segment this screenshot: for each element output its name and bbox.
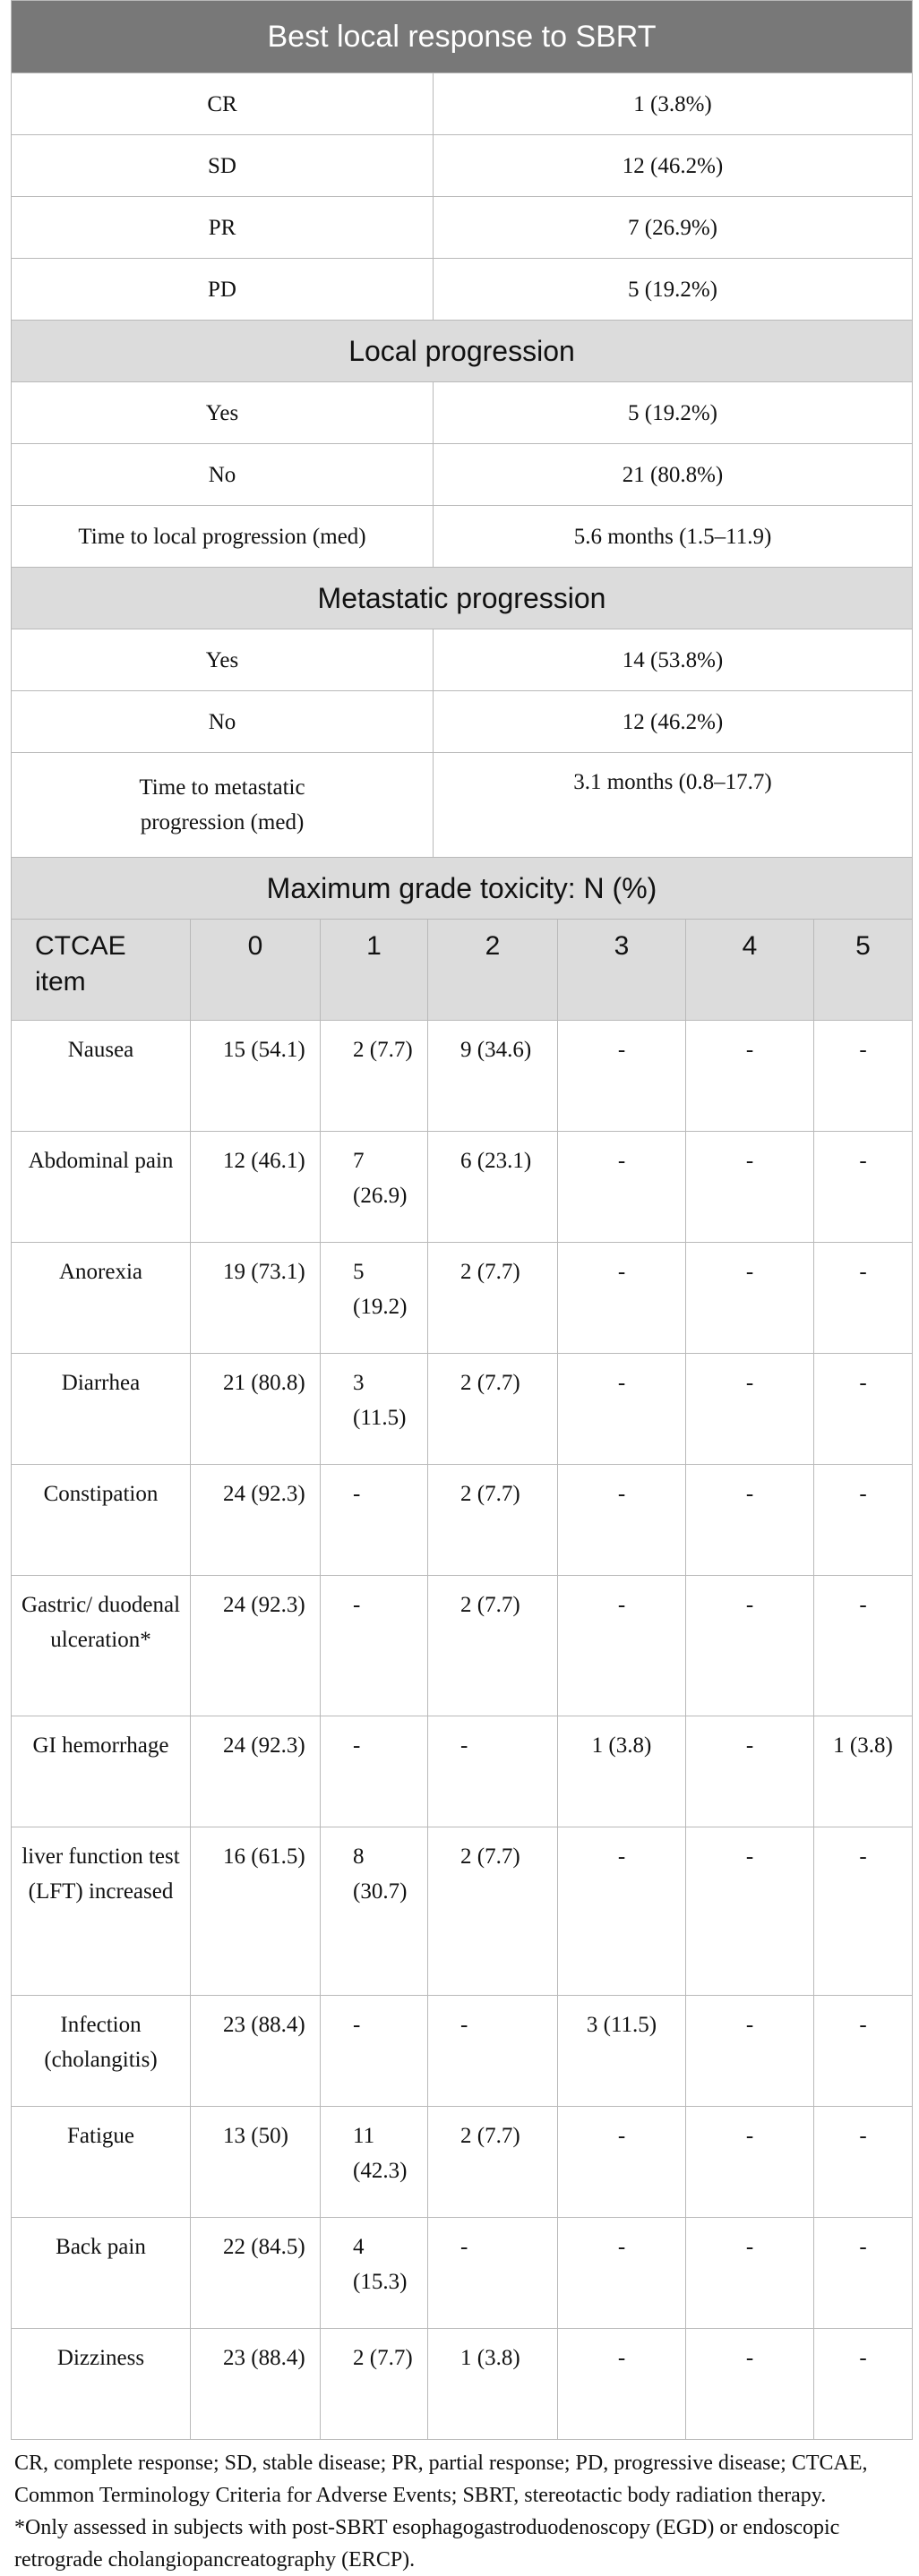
grade-0-cell: 22 (84.5) xyxy=(191,2217,321,2328)
table-row xyxy=(12,691,913,753)
table-row xyxy=(12,2217,913,2328)
row-label: PR xyxy=(12,197,434,259)
grade-1-cell: 2 (7.7) xyxy=(321,1020,428,1131)
ctcae-item: Diarrhea xyxy=(12,1353,191,1464)
grade-2-cell: 1 (3.8) xyxy=(428,2328,558,2439)
ctcae-item: liver function test (LFT) increased xyxy=(12,1827,191,1995)
grade-0-cell: 21 (80.8) xyxy=(191,1353,321,1464)
row-value: 1 (3.8%) xyxy=(434,73,913,135)
table-row xyxy=(12,444,913,506)
column-header: 4 xyxy=(686,919,814,1020)
metastatic-progression-header: Metastatic progression xyxy=(12,568,913,629)
row-value: 3.1 months (0.8–17.7) xyxy=(434,753,913,858)
column-header: 3 xyxy=(558,919,686,1020)
grade-2-cell: 2 (7.7) xyxy=(428,1464,558,1575)
grade-1-cell: 11 (42.3) xyxy=(321,2106,428,2217)
grade-2-cell: 2 (7.7) xyxy=(428,1242,558,1353)
grade-4-cell: - xyxy=(686,1131,814,1242)
grade-4-cell: - xyxy=(686,2217,814,2328)
grade-1-cell: 5 (19.2) xyxy=(321,1242,428,1353)
ctcae-item: Back pain xyxy=(12,2217,191,2328)
grade-0-cell: 23 (88.4) xyxy=(191,1995,321,2106)
row-value: 14 (53.8%) xyxy=(434,629,913,691)
grade-4-cell: - xyxy=(686,2106,814,2217)
grade-2-cell: 2 (7.7) xyxy=(428,1353,558,1464)
ctcae-item: Infection (cholangitis) xyxy=(12,1995,191,2106)
ctcae-item: Abdominal pain xyxy=(12,1131,191,1242)
column-header: 5 xyxy=(814,919,913,1020)
grade-3-cell: 3 (11.5) xyxy=(558,1995,686,2106)
grade-1-cell: 8 (30.7) xyxy=(321,1827,428,1995)
grade-1-cell: 2 (7.7) xyxy=(321,2328,428,2439)
grade-5-cell: - xyxy=(814,1242,913,1353)
column-header: 2 xyxy=(428,919,558,1020)
grade-5-cell: - xyxy=(814,2106,913,2217)
table-row xyxy=(12,1353,913,1464)
grade-3-cell: - xyxy=(558,2106,686,2217)
ctcae-item: Nausea xyxy=(12,1020,191,1131)
ctcae-item: Fatigue xyxy=(12,2106,191,2217)
column-header: 0 xyxy=(191,919,321,1020)
ctcae-item: Anorexia xyxy=(12,1242,191,1353)
grade-3-cell: - xyxy=(558,1827,686,1995)
grade-0-cell: 23 (88.4) xyxy=(191,2328,321,2439)
row-label: Time to local progression (med) xyxy=(12,506,434,568)
table-row xyxy=(12,1464,913,1575)
row-label: Yes xyxy=(12,629,434,691)
row-label: Time to metastatic progression (med) xyxy=(12,753,434,858)
row-label: CR xyxy=(12,73,434,135)
grade-1-cell: 3 (11.5) xyxy=(321,1353,428,1464)
grade-2-cell: 9 (34.6) xyxy=(428,1020,558,1131)
table-row xyxy=(12,135,913,197)
local-progression-header: Local progression xyxy=(12,321,913,382)
table-row xyxy=(12,259,913,321)
table-footnotes xyxy=(11,2440,912,2576)
grade-0-cell: 12 (46.1) xyxy=(191,1131,321,1242)
row-label: Yes xyxy=(12,382,434,444)
toxicity-table-body xyxy=(12,1020,913,2439)
table-row xyxy=(12,506,913,568)
grade-5-cell: - xyxy=(814,1020,913,1131)
grade-4-cell: - xyxy=(686,1827,814,1995)
table-row xyxy=(12,73,913,135)
grade-2-cell: 6 (23.1) xyxy=(428,1131,558,1242)
grade-0-cell: 16 (61.5) xyxy=(191,1827,321,1995)
grade-4-cell: - xyxy=(686,1995,814,2106)
table-row xyxy=(12,382,913,444)
grade-1-cell: - xyxy=(321,1464,428,1575)
row-value: 5.6 months (1.5–11.9) xyxy=(434,506,913,568)
table-row xyxy=(12,1575,913,1716)
abbreviations-footnote: CR, complete response; SD, stable disease; PR, partial response; PD, progressive disease; CTCAE, Common Terminology Criteria for Adverse Events; SBRT, stereotactic body radiation therapy. xyxy=(14,2451,868,2507)
row-value: 12 (46.2%) xyxy=(434,135,913,197)
grade-1-cell: - xyxy=(321,1995,428,2106)
toxicity-header: Maximum grade toxicity: N (%) xyxy=(12,858,913,920)
grade-3-cell: - xyxy=(558,1242,686,1353)
row-value: 5 (19.2%) xyxy=(434,259,913,321)
table-row xyxy=(12,1827,913,1995)
table-row xyxy=(12,1242,913,1353)
column-header: CTCAE item xyxy=(12,919,191,1020)
ctcae-item: GI hemorrhage xyxy=(12,1716,191,1827)
grade-3-cell: - xyxy=(558,1575,686,1716)
grade-1-cell: - xyxy=(321,1716,428,1827)
grade-3-cell: - xyxy=(558,2217,686,2328)
grade-0-cell: 24 (92.3) xyxy=(191,1716,321,1827)
toxicity-table xyxy=(11,919,913,2440)
row-label: PD xyxy=(12,259,434,321)
table-row xyxy=(12,2106,913,2217)
grade-4-cell: - xyxy=(686,1575,814,1716)
row-value: 7 (26.9%) xyxy=(434,197,913,259)
table-row xyxy=(12,1995,913,2106)
grade-5-cell: - xyxy=(814,1131,913,1242)
grade-3-cell: - xyxy=(558,1353,686,1464)
ctcae-item: Constipation xyxy=(12,1464,191,1575)
table-row xyxy=(12,629,913,691)
grade-2-cell: - xyxy=(428,1995,558,2106)
grade-4-cell: - xyxy=(686,1020,814,1131)
grade-4-cell: - xyxy=(686,1716,814,1827)
ctcae-item: Dizziness xyxy=(12,2328,191,2439)
table-row xyxy=(12,753,913,858)
grade-0-cell: 13 (50) xyxy=(191,2106,321,2217)
row-value: 21 (80.8%) xyxy=(434,444,913,506)
table-row xyxy=(12,2328,913,2439)
grade-0-cell: 24 (92.3) xyxy=(191,1575,321,1716)
grade-5-cell: - xyxy=(814,2217,913,2328)
grade-2-cell: - xyxy=(428,2217,558,2328)
table-row xyxy=(12,1020,913,1131)
grade-2-cell: 2 (7.7) xyxy=(428,1827,558,1995)
grade-5-cell: - xyxy=(814,1353,913,1464)
results-table-container xyxy=(11,0,912,2576)
best-local-response-header: Best local response to SBRT xyxy=(12,1,913,73)
table-row xyxy=(12,197,913,259)
grade-1-cell: 4 (15.3) xyxy=(321,2217,428,2328)
table-row xyxy=(12,1716,913,1827)
table-row xyxy=(12,1131,913,1242)
grade-2-cell: 2 (7.7) xyxy=(428,2106,558,2217)
grade-2-cell: - xyxy=(428,1716,558,1827)
grade-3-cell: - xyxy=(558,1464,686,1575)
row-value: 12 (46.2%) xyxy=(434,691,913,753)
grade-5-cell: - xyxy=(814,2328,913,2439)
column-header: 1 xyxy=(321,919,428,1020)
grade-0-cell: 24 (92.3) xyxy=(191,1464,321,1575)
grade-3-cell: - xyxy=(558,2328,686,2439)
asterisk-footnote: *Only assessed in subjects with post-SBRT esophagogastroduodenoscopy (EGD) or endoscopic retrograde cholangiopancreatography (ERCP). xyxy=(14,2515,840,2572)
grade-5-cell: - xyxy=(814,1827,913,1995)
toxicity-column-headers xyxy=(12,919,913,1020)
ctcae-item: Gastric/ duodenal ulceration* xyxy=(12,1575,191,1716)
grade-4-cell: - xyxy=(686,2328,814,2439)
grade-5-cell: 1 (3.8) xyxy=(814,1716,913,1827)
grade-2-cell: 2 (7.7) xyxy=(428,1575,558,1716)
grade-5-cell: - xyxy=(814,1464,913,1575)
row-label: SD xyxy=(12,135,434,197)
row-label: No xyxy=(12,444,434,506)
grade-0-cell: 19 (73.1) xyxy=(191,1242,321,1353)
grade-3-cell: - xyxy=(558,1020,686,1131)
grade-3-cell: - xyxy=(558,1131,686,1242)
grade-4-cell: - xyxy=(686,1353,814,1464)
grade-0-cell: 15 (54.1) xyxy=(191,1020,321,1131)
grade-4-cell: - xyxy=(686,1242,814,1353)
response-progression-table xyxy=(11,0,913,920)
grade-1-cell: - xyxy=(321,1575,428,1716)
row-value: 5 (19.2%) xyxy=(434,382,913,444)
grade-5-cell: - xyxy=(814,1995,913,2106)
grade-1-cell: 7 (26.9) xyxy=(321,1131,428,1242)
row-label: No xyxy=(12,691,434,753)
grade-3-cell: 1 (3.8) xyxy=(558,1716,686,1827)
grade-5-cell: - xyxy=(814,1575,913,1716)
grade-4-cell: - xyxy=(686,1464,814,1575)
